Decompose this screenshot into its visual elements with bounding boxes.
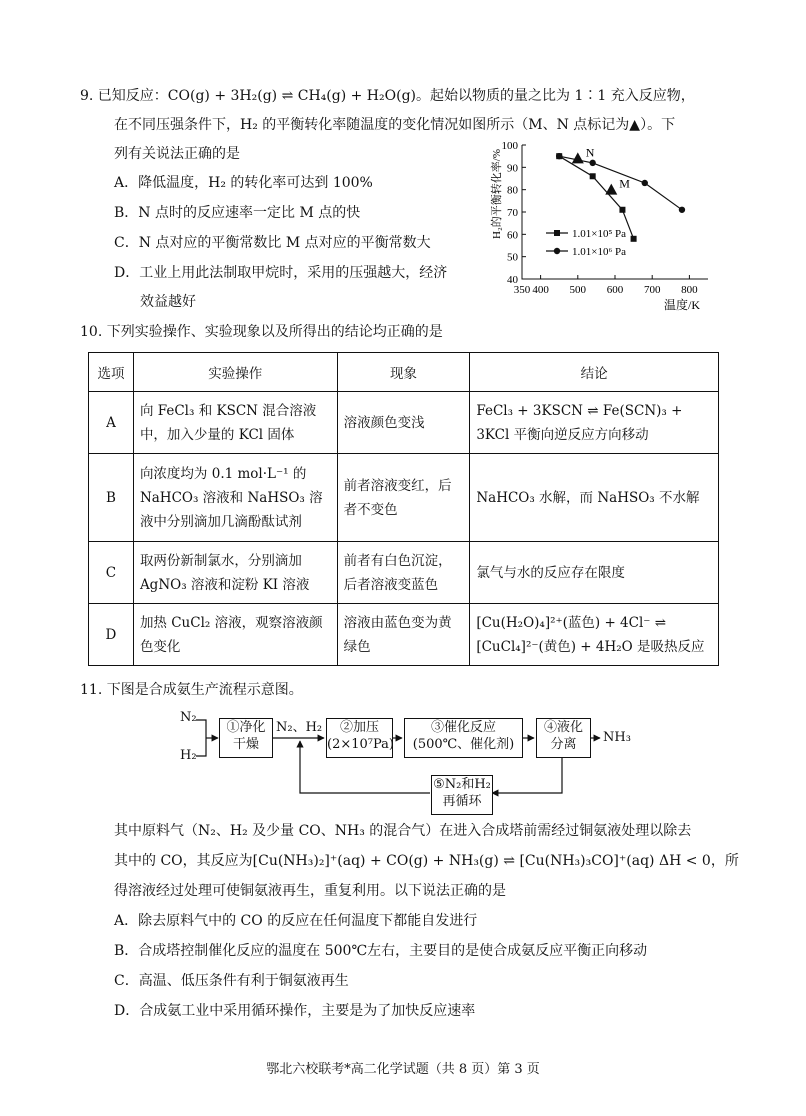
chart-y-tick-label: 80	[507, 184, 518, 197]
point-label-m: M	[619, 176, 630, 191]
legend-label: 1.01×10⁵ Pa	[572, 228, 627, 240]
chart-x-tick-label: 700	[643, 284, 661, 296]
chart-y-tick-label: 70	[507, 207, 518, 219]
q9-option-d-cont: 效益越好	[140, 294, 196, 310]
q9-option-c: C．N 点对应的平衡常数比 M 点对应的平衡常数大	[114, 235, 431, 251]
row-phenomenon: 前者溶液变红，后者不变色	[337, 454, 470, 542]
chart-y-tick-label: 100	[501, 140, 518, 152]
chart-y-tick-label: 60	[507, 229, 518, 242]
flow-box-pressurize	[326, 718, 393, 758]
flow-box-catalysis-line2: (500℃、催化剂)	[412, 737, 515, 752]
q11-option-b: B．合成塔控制催化反应的温度在 500℃左右，主要目的是使合成氨反应平衡正向移动	[114, 943, 648, 959]
q11-para-line2: 其中的 CO，其反应为[Cu(NH₃)₂]⁺(aq) + CO(g) + NH₃(g) ⇌ [Cu(NH₃)₃CO]⁺(aq) ΔH < 0，所	[114, 853, 739, 869]
q9-option-d: D．工业上用此法制取甲烷时，采用的压强越大，经济	[114, 265, 448, 281]
q9-stem-line2: 在不同压强条件下，H₂ 的平衡转化率随温度的变化情况如图所示（M、N 点标记为▲）。下	[114, 117, 676, 133]
q11-option-d: D．合成氨工业中采用循环操作，主要是为了加快反应速率	[114, 1003, 476, 1019]
header-phenomenon: 现象	[337, 353, 470, 392]
chart-x-tick-label: 600	[606, 284, 624, 296]
chart-y-axis-label: H₂的平衡转化率/%	[491, 149, 503, 239]
flow-box-liquefy-line1: ④液化	[543, 720, 583, 735]
row-phenomenon: 溶液颜色变浅	[337, 392, 470, 454]
flow-mid-label: N₂、H₂	[276, 720, 323, 735]
chart-y-tick-label: 40	[507, 274, 518, 286]
header-conclusion: 结论	[470, 353, 719, 392]
flow-input-h2: H₂	[180, 748, 197, 763]
q9-option-a: A．降低温度，H₂ 的转化率可达到 100%	[114, 175, 373, 191]
flow-box-recycle	[431, 775, 493, 815]
flow-box-recycle-line2: 再循环	[442, 794, 482, 809]
row-operation: 向浓度均为 0.1 mol·L⁻¹ 的 NaHCO₃ 溶液和 NaHSO₃ 溶液中分别滴加几滴酚酞试剂	[133, 454, 337, 542]
q9-stem-line1: 9. 已知反应：CO(g) + 3H₂(g) ⇌ CH₄(g) + H₂O(g)。起始以物质的量之比为 1∶1 充入反应物，	[80, 88, 695, 104]
row-label: A	[89, 392, 134, 454]
q11-para-line1: 其中原料气（N₂、H₂ 及少量 CO、NH₃ 的混合气）在进入合成塔前需经过铜氨液处理以除去	[114, 823, 692, 839]
chart-x-tick-label: 500	[569, 284, 587, 296]
recycle-line-in	[492, 757, 562, 793]
q9-stem-line3: 列有关说法正确的是	[114, 146, 240, 162]
row-label: D	[89, 604, 134, 666]
chart-x-axis-label: 温度/K	[664, 298, 701, 312]
row-phenomenon: 前者有白色沉淀，后者溶液变蓝色	[337, 542, 470, 604]
flow-box-purify	[219, 718, 273, 758]
legend-label: 1.01×10⁶ Pa	[572, 246, 627, 258]
row-label: B	[89, 454, 134, 542]
point-label-n: N	[585, 145, 595, 160]
flow-box-purify-line1: ①净化	[226, 720, 266, 735]
q11-para-line3: 得溶液经过处理可使铜氨液再生，重复利用。以下说法正确的是	[114, 883, 506, 899]
row-operation: 取两份新制氯水，分别滴加 AgNO₃ 溶液和淀粉 KI 溶液	[133, 542, 337, 604]
q11-option-a: A．除去原料气中的 CO 的反应在任何温度下都能自发进行	[114, 913, 478, 929]
header-operation: 实验操作	[133, 353, 337, 392]
chart-x-tick-label: 800	[681, 284, 698, 296]
row-operation: 向 FeCl₃ 和 KSCN 混合溶液中，加入少量的 KCl 固体	[133, 392, 337, 454]
row-conclusion: FeCl₃ + 3KSCN ⇌ Fe(SCN)₃ + 3KCl 平衡向逆反应方向移动	[470, 392, 719, 454]
page-footer: 鄂北六校联考*高二化学试题（共 8 页）第 3 页	[266, 1062, 540, 1077]
flow-box-purify-line2: 干燥	[232, 737, 259, 752]
input-merge-line	[196, 720, 206, 756]
flow-box-pressurize-line2: (2×10⁷Pa)	[327, 737, 394, 752]
flow-box-pressurize-line1: ②加压	[339, 720, 379, 735]
chart-y-tick-label: 50	[507, 251, 518, 264]
q11-title: 11. 下图是合成氨生产流程示意图。	[80, 682, 303, 698]
flow-output-nh3: NH₃	[603, 730, 631, 745]
row-phenomenon: 溶液由蓝色变为黄绿色	[337, 604, 470, 666]
row-label: C	[89, 542, 134, 604]
q9-option-b: B．N 点时的反应速率一定比 M 点的快	[114, 205, 361, 221]
chart-x-tick-label: 350	[513, 284, 531, 296]
flow-box-catalysis-line1: ③催化反应	[430, 720, 496, 735]
row-conclusion: 氯气与水的反应存在限度	[470, 542, 719, 604]
q11-option-c: C．高温、低压条件有利于铜氨液再生	[114, 973, 349, 989]
flow-box-liquefy-line2: 分离	[550, 737, 577, 752]
flow-input-n2: N₂	[180, 710, 197, 725]
row-conclusion: NaHCO₃ 水解，而 NaHSO₃ 不水解	[470, 454, 719, 542]
row-operation: 加热 CuCl₂ 溶液，观察溶液颜色变化	[133, 604, 337, 666]
chart-y-tick-label: 90	[507, 162, 518, 175]
flow-box-recycle-line1: ⑤N₂和H₂	[433, 777, 491, 792]
header-option: 选项	[89, 353, 134, 392]
chart-x-tick-label: 400	[532, 284, 549, 296]
q10-title: 10. 下列实验操作、实验现象以及所得出的结论均正确的是	[80, 324, 443, 340]
flow-box-catalysis	[404, 718, 523, 758]
flow-box-liquefy	[536, 718, 591, 758]
row-conclusion: [Cu(H₂O)₄]²⁺(蓝色) + 4Cl⁻ ⇌ [CuCl₄]²⁻(黄色) + 4H₂O 是吸热反应	[470, 604, 719, 666]
